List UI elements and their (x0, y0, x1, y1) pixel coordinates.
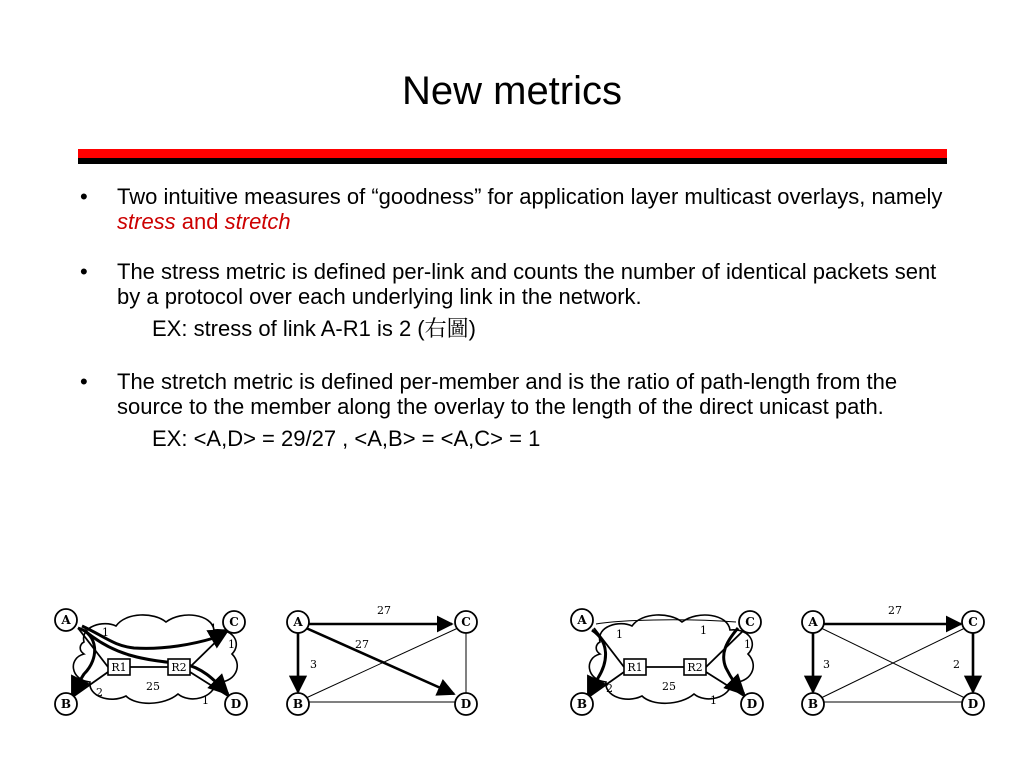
node-c-label: C (461, 615, 471, 629)
stress-example: EX: stress of link A-R1 is 2 (右圖) (152, 316, 476, 341)
node-c-label: C (229, 615, 239, 629)
overlay-diagram-right (797, 598, 997, 722)
slide-body (80, 184, 960, 476)
label-a-r1: 1 (616, 628, 623, 641)
label-a-c: 27 (377, 604, 391, 617)
node-d-label: D (746, 697, 758, 711)
stretch-example: EX: <A,D> = 29/27 , <A,B> = <A,C> = 1 (152, 426, 541, 451)
title-rule-red (78, 149, 947, 158)
label-r1-b: 2 (96, 686, 103, 699)
node-d-label: D (230, 697, 242, 711)
node-a-label: A (293, 615, 303, 629)
label-a-c: 27 (888, 604, 902, 617)
label-top-right: 1 (210, 622, 217, 635)
overlay-diagram-left (282, 598, 490, 722)
bullet-text: Two intuitive measures of “goodness” for application layer multicast overlays, namely (117, 184, 943, 209)
label-top-right: 1 (700, 624, 707, 637)
node-b-label: B (576, 697, 588, 711)
router-r2-label: R2 (171, 661, 187, 674)
label-r2-d: 1 (710, 694, 717, 707)
bullet-text: The stress metric is defined per-link and counts the number of identical packets sent by a protocol over each underlying link in the network. (117, 259, 937, 309)
router-r1-label: R1 (111, 661, 127, 674)
node-c-label: C (968, 615, 978, 629)
router-r2-label: R2 (687, 661, 703, 674)
node-a-label: A (61, 613, 71, 627)
node-d-label: D (460, 697, 472, 711)
term-joiner: and (175, 209, 225, 234)
label-r1-b: 2 (606, 682, 613, 695)
node-b-label: B (807, 697, 819, 711)
label-c-d: 2 (953, 658, 960, 671)
label-a-d: 27 (355, 638, 369, 651)
node-a-label: A (577, 613, 587, 627)
label-a-b: 3 (310, 658, 317, 671)
label-r2-d: 1 (202, 694, 209, 707)
physical-network-diagram-left (44, 598, 260, 722)
slide-title: New metrics (401, 69, 623, 113)
node-c-label: C (745, 615, 755, 629)
bullet-stress-metric (80, 259, 960, 341)
label-r1-r2: 25 (146, 680, 160, 693)
label-c-r2: 1 (228, 638, 235, 651)
node-b-label: B (60, 697, 72, 711)
node-d-label: D (967, 697, 979, 711)
term-stretch: stretch (224, 209, 291, 234)
bullet-text: The stretch metric is defined per-member and is the ratio of path-length from the source to the member along the overlay to the length of the direct unicast path. (117, 369, 898, 419)
router-r1-label: R1 (627, 661, 643, 674)
bullet-marker: • (80, 184, 88, 209)
term-stress: stress (117, 209, 176, 234)
node-a-label: A (808, 615, 818, 629)
label-r1-r2: 25 (662, 680, 676, 693)
physical-network-diagram-right (560, 598, 776, 722)
bullet-stretch-metric (80, 369, 960, 451)
bullet-marker: • (80, 259, 88, 284)
bullet-marker: • (80, 369, 88, 394)
title-rule-black (78, 158, 947, 164)
link-r2-d (706, 672, 744, 696)
node-b-label: B (292, 697, 304, 711)
overlay-edge-a-d (306, 628, 454, 694)
bullet-goodness-measures (80, 184, 960, 234)
label-c-r2: 1 (744, 638, 751, 651)
label-top-left: 1 (102, 626, 109, 639)
label-a-b: 3 (823, 658, 830, 671)
